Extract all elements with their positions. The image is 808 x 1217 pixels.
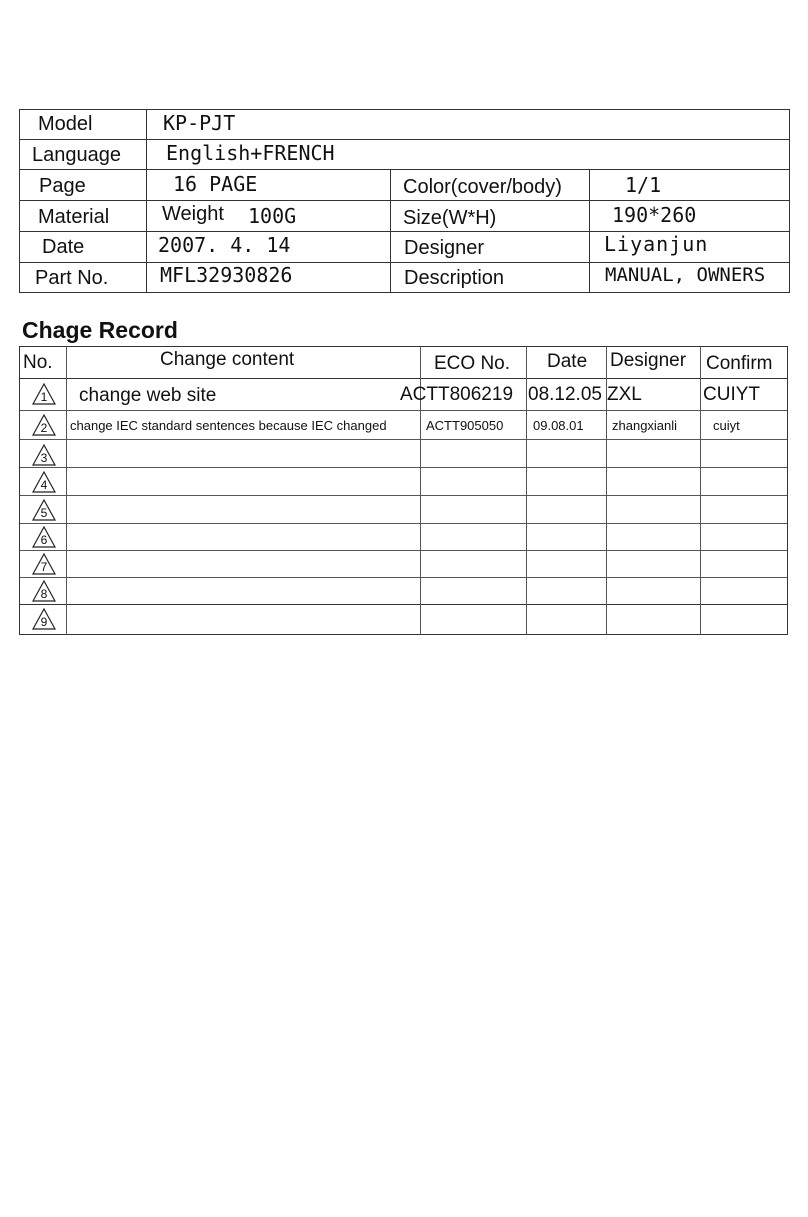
date-label: Date [42,236,85,258]
header-confirm: Confirm [706,353,773,374]
designer-value: Liyanjun [604,232,709,256]
row-2-designer: zhangxianli [612,418,678,433]
revision-2-icon: 2 [32,414,56,436]
size-value: 190*260 [612,203,697,227]
language-value: English+FRENCH [166,141,335,165]
revision-5-icon: 5 [32,499,56,521]
revision-9-icon: 9 [32,608,56,630]
header-date: Date [547,351,588,372]
description-label: Description [404,267,505,289]
row-1-designer: ZXL [607,384,642,405]
row-2-eco: ACTT905050 [426,418,504,433]
partno-value: MFL32930826 [160,263,293,287]
row-1-date: 08.12.05 [528,384,602,405]
revision-8-icon: 8 [32,580,56,602]
header-no: No. [23,352,53,373]
partno-label: Part No. [35,267,109,289]
header-change-content: Change content [160,349,295,370]
row-2-content: change IEC standard sentences because IEC changed [70,418,387,433]
header-eco-no: ECO No. [434,353,511,374]
designer-label: Designer [404,237,485,259]
model-label: Model [38,113,93,135]
row-2-confirm: cuiyt [713,418,740,433]
revision-6-icon: 6 [32,526,56,548]
color-label: Color(cover/body) [403,176,562,198]
material-label: Material [38,206,110,228]
page-value: 16 PAGE [173,172,258,196]
revision-3-icon: 3 [32,444,56,466]
date-value: 2007. 4. 14 [158,233,291,257]
weight-label: Weight [162,203,224,225]
header-designer: Designer [610,350,687,371]
row-1-eco: ACTT806219 [400,384,514,405]
size-label: Size(W*H) [403,207,497,229]
revision-4-icon: 4 [32,471,56,493]
revision-7-icon: 7 [32,553,56,575]
model-value: KP-PJT [163,111,236,135]
color-value: 1/1 [625,173,662,197]
row-1-content: change web site [79,385,217,406]
page-label: Page [39,175,86,197]
language-label: Language [32,144,121,166]
description-value: MANUAL, OWNERS [605,264,766,286]
revision-1-icon: 1 [32,383,56,405]
weight-value: 100G [248,204,297,228]
row-1-confirm: CUIYT [703,384,760,405]
change-record-title: Chage Record [22,317,178,343]
row-2-date: 09.08.01 [533,418,584,433]
